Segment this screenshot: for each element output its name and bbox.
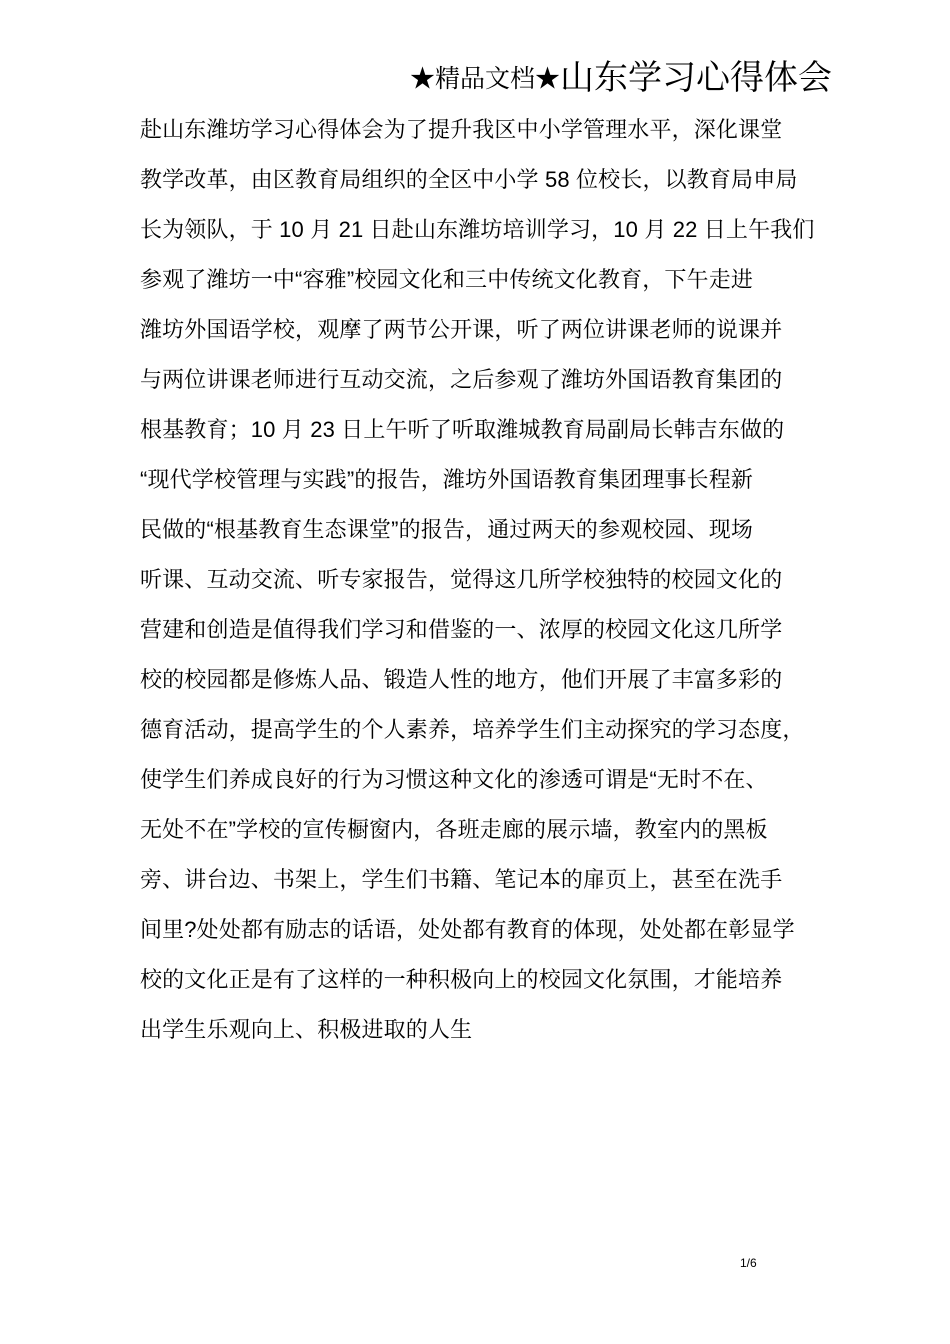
text-line: 间里?处处都有励志的话语，处处都有教育的体现，处处都在彰显学 (140, 917, 795, 942)
header-prefix: ★精品文档★ (409, 66, 560, 93)
page-header (0, 55, 832, 108)
text-line: 旁、讲台边、书架上，学生们书籍、笔记本的扉页上，甚至在洗手 (140, 867, 783, 892)
text-line: 校的文化正是有了这样的一种积极向上的校园文化氛围，才能培养 (140, 967, 783, 992)
text-line: 赴山东潍坊学习心得体会为了提升我区中小学管理水平，深化课堂 (140, 117, 783, 142)
text-line: 根基教育；10 月 23 日上午听了听取潍城教育局副局长韩吉东做的 (140, 417, 785, 442)
text-line: 参观了潍坊一中“容雅”校园文化和三中传统文化教育，下午走进 (140, 267, 754, 292)
text-line: 民做的“根基教育生态课堂”的报告，通过两天的参观校园、现场 (140, 517, 754, 542)
text-line: 使学生们养成良好的行为习惯这种文化的渗透可谓是“无时不在、 (140, 767, 768, 792)
text-line: 听课、互动交流、听专家报告，觉得这几所学校独特的校园文化的 (140, 567, 783, 592)
text-line: 教学改革，由区教育局组织的全区中小学 58 位校长，以教育局申局 (140, 167, 798, 192)
page-number: 1/6 (740, 1256, 757, 1270)
text-line: 长为领队，于 10 月 21 日赴山东潍坊培训学习，10 月 22 日上午我们 (140, 217, 815, 242)
text-line: 营建和创造是值得我们学习和借鉴的一、浓厚的校园文化这几所学 (140, 617, 783, 642)
text-line: “现代学校管理与实践”的报告，潍坊外国语教育集团理事长程新 (140, 467, 754, 492)
text-line: 德育活动，提高学生的个人素养，培养学生们主动探究的学习态度， (140, 717, 805, 742)
text-line: 潍坊外国语学校，观摩了两节公开课，听了两位讲课老师的说课并 (140, 317, 783, 342)
text-line: 与两位讲课老师进行互动交流，之后参观了潍坊外国语教育集团的 (140, 367, 783, 392)
page-title: 山东学习心得体会 (560, 59, 832, 97)
body-text (140, 105, 832, 1055)
text-line: 校的校园都是修炼人品、锻造人性的地方，他们开展了丰富多彩的 (140, 667, 783, 692)
text-line: 无处不在”学校的宣传橱窗内，各班走廊的展示墙，教室内的黑板 (140, 817, 768, 842)
text-line: 出学生乐观向上、积极进取的人生 (140, 1017, 473, 1042)
